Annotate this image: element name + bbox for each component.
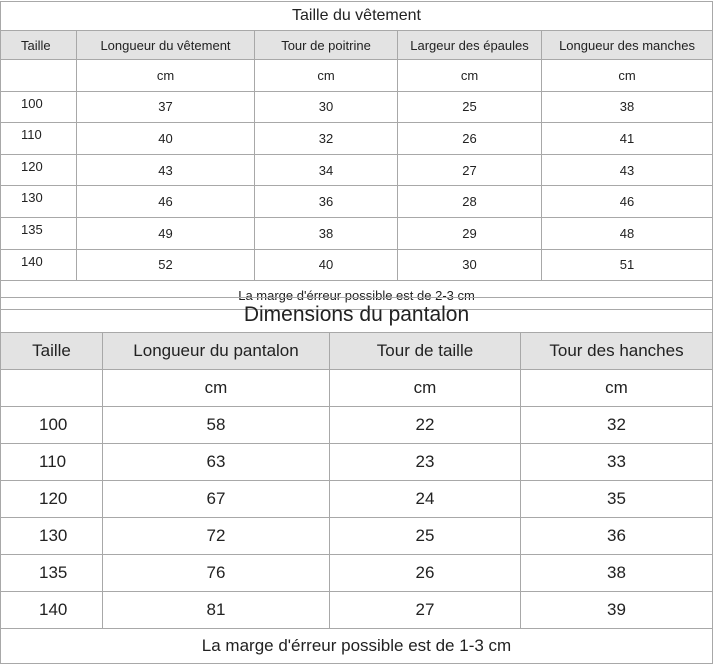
value-cell: 23 bbox=[330, 444, 521, 481]
table-row bbox=[1, 91, 713, 123]
size-cell: 130 bbox=[1, 518, 103, 555]
value-cell: 67 bbox=[103, 481, 330, 518]
value-cell: 49 bbox=[77, 217, 255, 249]
table-row bbox=[1, 481, 713, 518]
garment-header-row bbox=[1, 31, 713, 60]
header-sleeve-length: Longueur des manches bbox=[542, 31, 713, 60]
unit-cell: cm bbox=[330, 370, 521, 407]
garment-size-table bbox=[0, 1, 713, 310]
value-cell: 33 bbox=[521, 444, 713, 481]
value-cell: 58 bbox=[103, 407, 330, 444]
table-row bbox=[1, 249, 713, 281]
value-cell: 36 bbox=[521, 518, 713, 555]
value-cell: 32 bbox=[255, 123, 398, 155]
table-row bbox=[1, 123, 713, 155]
value-cell: 72 bbox=[103, 518, 330, 555]
size-cell: 110 bbox=[1, 444, 103, 481]
unit-cell bbox=[1, 60, 77, 92]
table-row bbox=[1, 592, 713, 629]
value-cell: 34 bbox=[255, 154, 398, 186]
value-cell: 46 bbox=[542, 186, 713, 218]
unit-cell: cm bbox=[398, 60, 542, 92]
value-cell: 26 bbox=[398, 123, 542, 155]
unit-cell: cm bbox=[542, 60, 713, 92]
unit-cell: cm bbox=[521, 370, 713, 407]
value-cell: 41 bbox=[542, 123, 713, 155]
value-cell: 81 bbox=[103, 592, 330, 629]
value-cell: 48 bbox=[542, 217, 713, 249]
unit-row bbox=[1, 60, 713, 92]
value-cell: 30 bbox=[398, 249, 542, 281]
size-cell: 130 bbox=[1, 186, 77, 218]
value-cell: 28 bbox=[398, 186, 542, 218]
header-size: Taille bbox=[1, 333, 103, 370]
value-cell: 76 bbox=[103, 555, 330, 592]
value-cell: 46 bbox=[77, 186, 255, 218]
header-chest: Tour de poitrine bbox=[255, 31, 398, 60]
value-cell: 43 bbox=[542, 154, 713, 186]
value-cell: 52 bbox=[77, 249, 255, 281]
pants-size-table bbox=[0, 297, 713, 664]
header-shoulder-width: Largeur des épaules bbox=[398, 31, 542, 60]
size-cell: 110 bbox=[1, 123, 77, 155]
header-size: Taille bbox=[1, 31, 77, 60]
pants-header-row bbox=[1, 333, 713, 370]
table-row bbox=[1, 186, 713, 218]
value-cell: 38 bbox=[542, 91, 713, 123]
value-cell: 27 bbox=[398, 154, 542, 186]
garment-error-note: La marge d'érreur possible est de 2-3 cm bbox=[1, 281, 713, 310]
value-cell: 40 bbox=[77, 123, 255, 155]
table-row bbox=[1, 444, 713, 481]
unit-cell bbox=[1, 370, 103, 407]
value-cell: 38 bbox=[255, 217, 398, 249]
size-cell: 100 bbox=[1, 91, 77, 123]
pants-error-note: La marge d'érreur possible est de 1-3 cm bbox=[1, 629, 713, 664]
value-cell: 37 bbox=[77, 91, 255, 123]
size-cell: 140 bbox=[1, 249, 77, 281]
header-pants-length: Longueur du pantalon bbox=[103, 333, 330, 370]
size-cell: 140 bbox=[1, 592, 103, 629]
size-cell: 135 bbox=[1, 555, 103, 592]
header-waist: Tour de taille bbox=[330, 333, 521, 370]
size-cell: 120 bbox=[1, 154, 77, 186]
table-row bbox=[1, 555, 713, 592]
header-garment-length: Longueur du vêtement bbox=[77, 31, 255, 60]
table-row bbox=[1, 407, 713, 444]
value-cell: 51 bbox=[542, 249, 713, 281]
unit-cell: cm bbox=[77, 60, 255, 92]
pants-table-title: Dimensions du pantalon bbox=[1, 298, 713, 333]
size-cell: 100 bbox=[1, 407, 103, 444]
value-cell: 26 bbox=[330, 555, 521, 592]
value-cell: 32 bbox=[521, 407, 713, 444]
unit-row bbox=[1, 370, 713, 407]
table-row bbox=[1, 154, 713, 186]
value-cell: 38 bbox=[521, 555, 713, 592]
value-cell: 25 bbox=[398, 91, 542, 123]
value-cell: 63 bbox=[103, 444, 330, 481]
header-hips: Tour des hanches bbox=[521, 333, 713, 370]
value-cell: 39 bbox=[521, 592, 713, 629]
value-cell: 40 bbox=[255, 249, 398, 281]
value-cell: 24 bbox=[330, 481, 521, 518]
unit-cell: cm bbox=[255, 60, 398, 92]
value-cell: 27 bbox=[330, 592, 521, 629]
value-cell: 36 bbox=[255, 186, 398, 218]
value-cell: 22 bbox=[330, 407, 521, 444]
value-cell: 25 bbox=[330, 518, 521, 555]
value-cell: 29 bbox=[398, 217, 542, 249]
value-cell: 35 bbox=[521, 481, 713, 518]
value-cell: 43 bbox=[77, 154, 255, 186]
unit-cell: cm bbox=[103, 370, 330, 407]
value-cell: 30 bbox=[255, 91, 398, 123]
garment-table-title: Taille du vêtement bbox=[1, 2, 713, 31]
table-row bbox=[1, 217, 713, 249]
table-row bbox=[1, 518, 713, 555]
size-cell: 135 bbox=[1, 217, 77, 249]
size-cell: 120 bbox=[1, 481, 103, 518]
